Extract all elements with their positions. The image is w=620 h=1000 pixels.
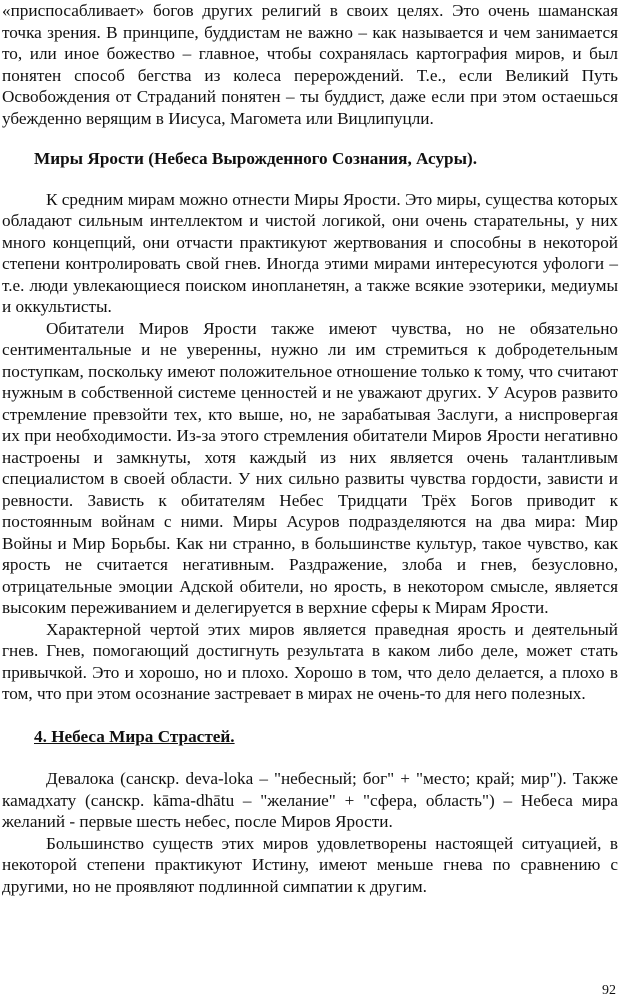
paragraph-continuation: «приспосабливает» богов других религий в своих целях. Это очень шаманская точка зрения. В принципе, буддистам не важно – как называется и чем занимается то, или иное божество – главное, чтобы сохранялась картография миров, и был понятен способ бегства из колеса перерождений. Т.е., если Великий Путь Освобождения от Страданий понятен – ты буддист, даже если при этом остаешься убежденно верящим в Иисуса, Магомета или Вицлипуцли. [2,1,618,128]
paragraph-inhabitants: Обитатели Миров Ярости также имеют чувства, но не обязательно сентиментальные и не уверенны, нужно ли им стремиться к добродетельным поступкам, поскольку имеют положительное отношение только к тому, что считают нужным в собственной системе ценностей и не уважают других. У Асуров развито стремление превзойти тех, кто выше, но, не зарабатывая Заслуги, а ниспровергая их при необходимости. Из-за этого стремления обитатели Миров Ярости негативно настроены и замкнуты, хотя каждый из них является очень талантливым специалистом в своей области. У них сильно развиты чувства гордости, зависти и ревности. Зависть к обитателям Небес Тридцати Трёх Богов приводит к постоянным войнам с ними. Миры Асуров подразделяются на два мира: Мир Войны и Мир Борьбы. Как ни странно, в большинстве культур, такое чувство, как ярость не считается негативным. Раздражение, злоба и гнев, безусловно, отрицательные эмоции Адской обители, но ярость, в некотором смысле, является высоким переживанием и делегируется в верхние сферы к Мирам Ярости. [2,318,618,617]
paragraph-devaloka: Девалока (санскр. deva-loka – "небесный; бог" + "место; край; мир"). Также камадхату (санскр. kāma-dhātu – "желание" + "сфера, область") – Небеса мира желаний - первые шесть небес, после Миров Ярости. [2,769,618,831]
paragraph-righteous-fury: Характерной чертой этих миров является праведная ярость и деятельный гнев. Гнев, помогающий достигнуть результата в каком либо деле, может стать привычкой. Это и хорошо, но и плохо. Хорошо в том, что дело делается, а плохо в том, что при этом осознание застревает в мирах не очень-то для него полезных. [2,619,618,703]
paragraph-middle-worlds: К средним мирам можно отнести Миры Ярости. Это миры, существа которых обладают сильным интеллектом и чистой логикой, они очень старательны, у них много концепций, они отчасти практикуют жертвования и способны в некоторой степени контролировать свой гнев. Иногда этими мирами интересуются уфологи – т.е. люди увлекающиеся поиском инопланетян, а также всякие эзотерики, медиумы и оккультисты. [2,189,618,316]
section-heading-heavens-of-passion [2,726,618,748]
paragraph-most-beings: Большинство существ этих миров удовлетворены настоящей ситуацией, в некоторой степени практикуют Истину, имеют меньше гнева по сравнению с другими, но не проявляют подлинной симпатии к другим. [2,833,618,896]
section-heading-text: 4. Небеса Мира Страстей. [34,726,235,746]
page-number: 92 [602,983,616,998]
page-body [2,0,618,897]
section-heading-asura-worlds: Миры Ярости (Небеса Вырожденного Сознания, Асуры). [34,149,478,168]
